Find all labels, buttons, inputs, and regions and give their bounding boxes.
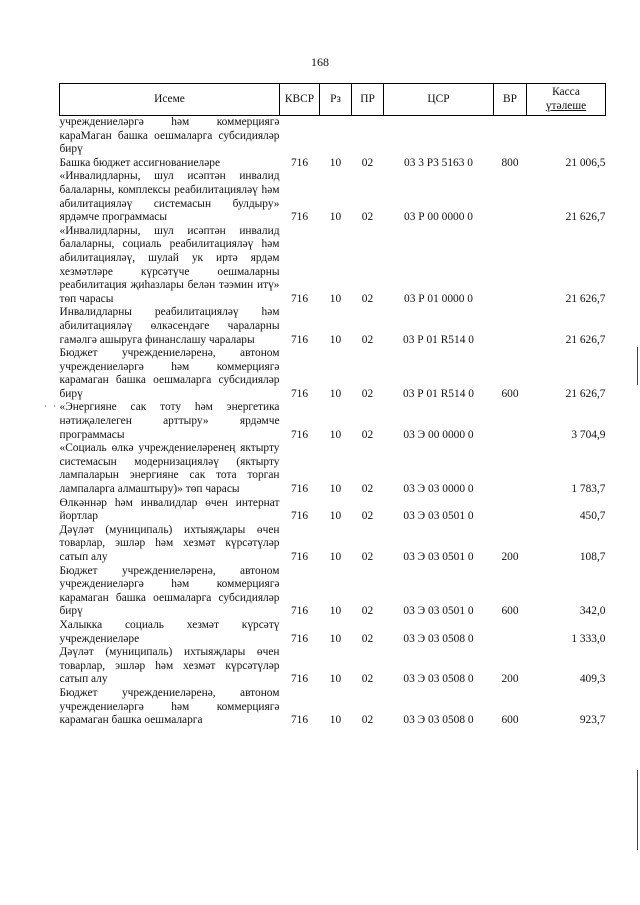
cell-amount: 342,0 [579, 605, 606, 618]
table-row [60, 347, 606, 401]
cell-csr: 03 Р 01 R514 0 [403, 333, 474, 346]
cell-csr: 03 Э 03 0501 0 [403, 510, 474, 523]
cell-name [60, 170, 280, 224]
scan-edge-mark [637, 347, 638, 385]
cell-pr: 02 [361, 483, 374, 496]
cell-rz: 10 [329, 428, 342, 441]
cell-amount: 450,7 [579, 510, 606, 523]
cell-rz: 10 [329, 551, 342, 563]
cell-csr: 03 Р 01 0000 0 [404, 292, 473, 305]
cell-kvsr: 716 [290, 387, 309, 400]
cell-csr: 03 Р 01 R514 0 [403, 387, 474, 400]
cell-vr [494, 116, 527, 157]
cell-rz: 10 [329, 483, 342, 496]
table-row [60, 170, 606, 224]
row-name-text: «Инвалидларны, шул исәптән инвалид балаларны, комплексы реабилитацияләү һәм абилитацияләү системасын булдыру» ярдәмче программасы [59, 170, 280, 224]
cell-amount: 21 626,7 [565, 211, 606, 224]
cell-pr: 02 [361, 211, 374, 224]
cell-rz: 10 [329, 156, 342, 169]
cell-kvsr: 716 [290, 605, 309, 618]
table-header-row [60, 84, 606, 116]
cell-pr: 02 [361, 428, 374, 441]
cell-name [60, 225, 280, 307]
table-row [60, 619, 606, 646]
cell-pr: 02 [361, 292, 374, 305]
row-name-text: Бюджет учреждениеләренә, автоном учреждениеләргә һәм коммерциягә карамаган башка оешмаларга субсидияләр бирү [59, 347, 280, 400]
cell-name [60, 157, 280, 171]
cell-rz: 10 [329, 673, 342, 686]
cell-rz [320, 116, 352, 157]
table-row [60, 524, 606, 565]
cell-rz: 10 [329, 387, 342, 400]
cell-pr: 02 [361, 714, 374, 727]
row-name-text: Дәүләт (муниципаль) ихтыяҗлары өчен товарлар, эшләр һәм хезмәт күрсәтүләр сатып алу [59, 646, 280, 686]
cell-pr: 02 [361, 156, 374, 169]
cell-name [60, 442, 280, 496]
cell-vr [494, 497, 527, 524]
cell-rz: 10 [329, 714, 342, 727]
header-kassa-line2: үтәлеше [545, 99, 587, 112]
header-kassa [527, 84, 606, 116]
cell-kvsr: 716 [290, 673, 309, 686]
cell-kvsr: 716 [290, 156, 309, 169]
row-name-text: Халыкка социаль хезмәт күрсәтү учреждениеләре [59, 618, 280, 645]
cell-vr: 800 [501, 156, 519, 169]
table-row [60, 306, 606, 347]
cell-kvsr [280, 116, 320, 157]
cell-name [60, 619, 280, 646]
cell-amount: 1 333,0 [571, 632, 606, 645]
cell-vr: 200 [501, 673, 519, 686]
cell-name [60, 401, 280, 442]
cell-vr [494, 619, 527, 646]
cell-pr: 02 [361, 510, 374, 523]
table-row [60, 565, 606, 619]
row-name-text: Бюджет учреждениеләренә, автоном учреждениеләргә һәм коммерциягә карамаган башка оешмаларга субсидияләр бирү [59, 564, 280, 618]
cell-rz: 10 [329, 605, 342, 618]
header-pr: ПР [352, 84, 384, 116]
row-name-text: Дәүләт (муниципаль) ихтыяҗлары өчен товарлар, эшләр һәм хезмәт күрсәтүләр сатып алу [59, 523, 280, 563]
cell-name [60, 306, 280, 347]
cell-rz: 10 [329, 510, 342, 523]
cell-amount: 21 626,7 [565, 292, 606, 305]
cell-vr [494, 442, 527, 496]
table-row [60, 497, 606, 524]
cell-pr: 02 [361, 333, 374, 346]
cell-csr: 03 Э 03 0508 0 [403, 714, 474, 727]
table-row [60, 401, 606, 442]
row-name-text: Өлкәннәр һәм инвалидлар өчен интернат йортлар [59, 496, 280, 523]
table-row [60, 116, 606, 157]
cell-kvsr: 716 [290, 333, 309, 346]
cell-rz: 10 [329, 292, 342, 305]
cell-vr [494, 225, 527, 307]
cell-csr: 03 3 Р3 5163 0 [404, 156, 473, 169]
cell-name [60, 497, 280, 524]
header-name: Исеме [60, 84, 280, 116]
cell-csr: 03 Э 03 0508 0 [403, 673, 474, 686]
cell-amount: 21 626,7 [565, 333, 606, 346]
cell-pr [352, 116, 384, 157]
cell-vr: 600 [501, 605, 519, 618]
row-name-text: «Социаль өлкә учреждениеләренең яктырту системасын модернизацияләү (яктырту лампаларын энергияне сак тота торган лампаларга алмаштыру)» төп чарасы [59, 442, 280, 496]
budget-table [59, 83, 606, 728]
cell-rz: 10 [329, 211, 342, 224]
cell-vr: 600 [501, 714, 519, 727]
cell-pr: 02 [361, 551, 374, 563]
cell-amount: 21 006,5 [565, 156, 606, 169]
row-name-text: Бюджет учреждениеләренә, автоном учреждениеләргә һәм коммерциягә карамаган башка оешмаларга [59, 686, 280, 727]
cell-csr: 03 Э 03 0508 0 [403, 632, 474, 645]
cell-amount: 21 626,7 [565, 387, 606, 400]
cell-csr: 03 Р 00 0000 0 [404, 211, 473, 224]
table-row [60, 157, 606, 171]
cell-kvsr: 716 [290, 632, 309, 645]
cell-kvsr: 716 [290, 551, 309, 563]
cell-name [60, 347, 280, 401]
cell-amount: 1 783,7 [571, 483, 606, 496]
cell-amount: 3 704,9 [571, 428, 606, 441]
cell-kvsr: 716 [290, 483, 309, 496]
cell-kvsr: 716 [290, 211, 309, 224]
cell-name [60, 646, 280, 687]
cell-csr: 03 Э 03 0000 0 [403, 483, 474, 496]
cell-vr [494, 401, 527, 442]
cell-name [60, 116, 280, 157]
scan-edge-mark [637, 770, 638, 850]
row-name-text: «Энергияне сак тоту һәм энергетика нәтиҗәлелеген арттыру» ярдәмче программасы [59, 401, 280, 441]
cell-pr: 02 [361, 387, 374, 400]
cell-pr: 02 [361, 632, 374, 645]
cell-name [60, 524, 280, 565]
cell-amount: 409,3 [579, 673, 606, 686]
cell-csr: 03 Э 03 0501 0 [403, 605, 474, 618]
cell-vr [494, 306, 527, 347]
header-kvsr: КВСР [280, 84, 320, 116]
cell-rz: 10 [329, 632, 342, 645]
row-name-text: учреждениеләргә һәм коммерциягә караМаган башка оешмаларга субсидияләр бирү [59, 116, 280, 156]
cell-vr: 200 [501, 551, 519, 563]
cell-pr: 02 [361, 673, 374, 686]
cell-vr [494, 170, 527, 224]
cell-csr [384, 116, 494, 157]
header-kassa-line1: Касса [552, 85, 580, 98]
cell-kvsr: 716 [290, 510, 309, 523]
row-name-text: Инвалидларны реабилитацияләү һәм абилитацияләү өлкәсендәге чараларны гамәлгә ашыруга финанслашу чаралары [59, 306, 280, 346]
cell-kvsr: 716 [290, 292, 309, 305]
header-vr: ВР [494, 84, 527, 116]
cell-csr: 03 Э 00 0000 0 [403, 428, 474, 441]
cell-amount: 923,7 [579, 714, 606, 727]
cell-csr: 03 Э 03 0501 0 [403, 551, 474, 563]
cell-name [60, 565, 280, 619]
cell-kvsr: 716 [290, 714, 309, 727]
cell-amount [527, 116, 606, 157]
table-row [60, 646, 606, 687]
table-row [60, 687, 606, 728]
header-csr: ЦСР [384, 84, 494, 116]
table-row [60, 442, 606, 496]
cell-amount: 108,7 [579, 551, 606, 563]
cell-name [60, 687, 280, 728]
scan-speckle: · · [44, 401, 59, 411]
table-body [60, 116, 606, 728]
table-row [60, 225, 606, 307]
header-rz: Рз [320, 84, 352, 116]
row-name-text: Башка бюджет ассигнованиеләре [59, 156, 221, 169]
cell-vr: 600 [501, 387, 519, 400]
cell-rz: 10 [329, 333, 342, 346]
cell-kvsr: 716 [290, 428, 309, 441]
row-name-text: «Инвалидларны, шул исәптән инвалид балаларны, социаль реабилитацияләү һәм абилитацияләү, шулай ук иртә ярдәм хезмәтләре күрсәтүче оешмаларны реабилитация җиһазлары белән тәэмин итү» төп чарасы [59, 224, 280, 305]
page-number: 168 [311, 55, 329, 69]
cell-pr: 02 [361, 605, 374, 618]
